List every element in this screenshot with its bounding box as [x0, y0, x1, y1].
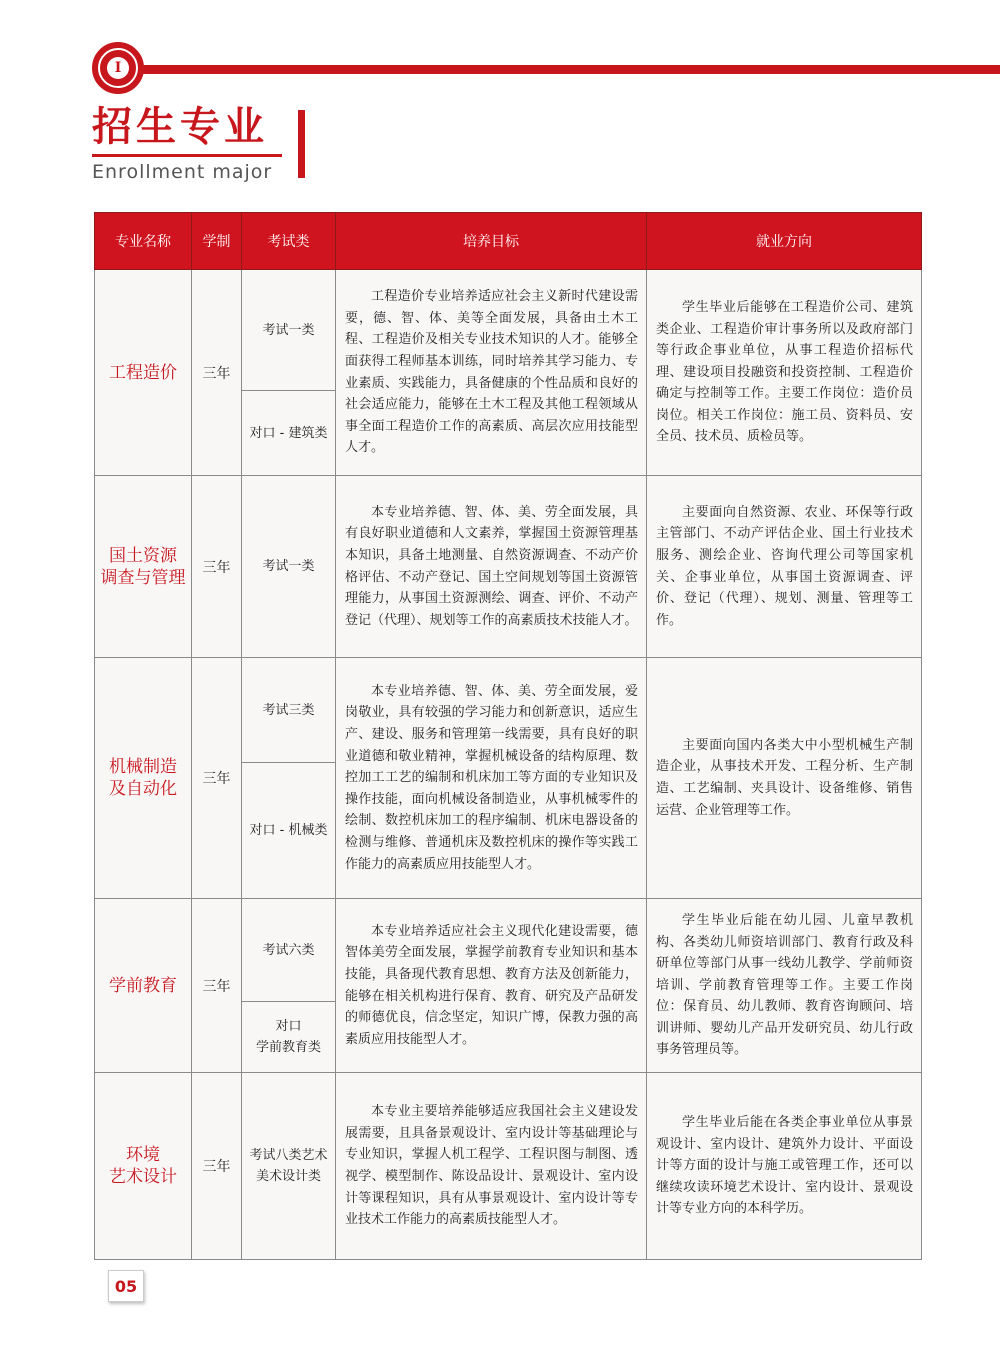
- header-employment: 就业方向: [647, 213, 922, 270]
- header-major-name: 专业名称: [95, 213, 192, 270]
- header-duration: 学制: [192, 213, 242, 270]
- top-decorative-bar: [140, 65, 1000, 74]
- enrollment-table: [94, 212, 922, 1260]
- employment-direction: 学生毕业后能在幼儿园、儿童早教机构、各类幼儿师资培训部门、教育行政及科研单位等部门从事一线幼儿教学、学前师资培训、学前教育管理等工作。主要工作岗位：保育员、幼儿教师、教育咨询顾问、培训讲师、婴幼儿产品开发研究员、幼儿行政事务管理员等。: [647, 899, 922, 1073]
- major-duration: 三年: [192, 658, 242, 899]
- major-duration: 三年: [192, 270, 242, 476]
- major-name: 学前教育: [95, 899, 192, 1073]
- employment-direction: 主要面向国内各类大中小型机械生产制造企业，从事技术开发、工程分析、生产制造、工艺编制、夹具设计、设备维修、销售运营、企业管理等工作。: [647, 658, 922, 899]
- page-subtitle: Enrollment major: [92, 161, 273, 183]
- header-exam-type: 考试类: [242, 213, 336, 270]
- major-name: 机械制造 及自动化: [95, 658, 192, 899]
- employment-direction: 主要面向自然资源、农业、环保等行政主管部门、不动产评估企业、国土行业技术服务、测绘企业、咨询代理公司等国家机关、企事业单位，从事国土资源调查、评价、登记（代理）、规划、测量、管理等工作。: [647, 476, 922, 658]
- table-row: [95, 476, 922, 658]
- major-name: 工程造价: [95, 270, 192, 476]
- employment-direction: 学生毕业后能够在工程造价公司、建筑类企业、工程造价审计事务所以及政府部门等行政企事业单位，从事工程造价招标代理、建设项目投融资和投资控制、工程造价确定与控制等工作。主要工作岗位：造价员岗位。相关工作岗位：施工员、资料员、安全员、技术员、质检员等。: [647, 270, 922, 476]
- major-name: 环境 艺术设计: [95, 1073, 192, 1260]
- table-row: [95, 270, 922, 391]
- table-row: [95, 899, 922, 1002]
- header-training-goal: 培养目标: [336, 213, 647, 270]
- exam-type: 对口 - 建筑类: [242, 391, 336, 476]
- training-goal: 工程造价专业培养适应社会主义新时代建设需要，德、智、体、美等全面发展，具备由土木工程、工程造价及相关专业技术知识的人才。能够全面获得工程师基本训练，同时培养其学习能力、专业素质、实践能力，具备健康的个性品质和良好的社会适应能力，能够在土木工程及其他工程领域从事全面工程造价工作的高素质、高层次应用技能型人才。: [336, 270, 647, 476]
- employment-direction: 学生毕业后能在各类企事业单位从事景观设计、室内设计、建筑外力设计、平面设计等方面的设计与施工或管理工作，还可以继续攻读环境艺术设计、室内设计、景观设计等专业方向的本科学历。: [647, 1073, 922, 1260]
- training-goal: 本专业培养德、智、体、美、劳全面发展，爱岗敬业，具有较强的学习能力和创新意识，适应生产、建设、服务和管理第一线需要，具有良好的职业道德和敬业精神，掌握机械设备的结构原理、数控加工工艺的编制和机床加工等方面的专业知识及操作技能，面向机械设备制造业，从事机械零件的绘制、数控机床加工的程序编制、机床电器设备的检测与维修、普通机床及数控机床的操作等实践工作能力的高素质应用技能型人才。: [336, 658, 647, 899]
- title-vertical-bar: [298, 110, 305, 178]
- page-number: 05: [108, 1270, 144, 1302]
- page-title: 招生专业: [92, 104, 268, 150]
- exam-type: 对口 学前教育类: [242, 1002, 336, 1073]
- exam-type: 考试三类: [242, 658, 336, 763]
- exam-type: 对口 - 机械类: [242, 763, 336, 899]
- major-duration: 三年: [192, 899, 242, 1073]
- training-goal: 本专业培养适应社会主义现代化建设需要，德智体美劳全面发展，掌握学前教育专业知识和基本技能，具备现代教育思想、教育方法及创新能力，能够在相关机构进行保育、教育、研究及产品研发的师德优良，信念坚定，知识广博，保教力强的高素质应用技能型人才。: [336, 899, 647, 1073]
- major-name: 国土资源 调查与管理: [95, 476, 192, 658]
- logo-ring: [98, 48, 138, 88]
- exam-type: 考试八类艺术 美术设计类: [242, 1073, 336, 1260]
- exam-type: 考试一类: [242, 476, 336, 658]
- table-header-row: [95, 213, 922, 270]
- exam-type: 考试六类: [242, 899, 336, 1002]
- major-duration: 三年: [192, 1073, 242, 1260]
- training-goal: 本专业主要培养能够适应我国社会主义建设发展需要，且具备景观设计、室内设计等基础理论与专业知识，掌握人机工程学、工程识图与制图、透视学、模型制作、陈设品设计、景观设计、室内设计等课程知识，具有从事景观设计、室内设计等专业技术工作能力的高素质技能型人才。: [336, 1073, 647, 1260]
- major-duration: 三年: [192, 476, 242, 658]
- title-underline: [92, 154, 282, 157]
- table-row: [95, 658, 922, 763]
- school-logo: [92, 42, 144, 94]
- exam-type: 考试一类: [242, 270, 336, 391]
- logo-glyph: I: [107, 57, 129, 79]
- training-goal: 本专业培养德、智、体、美、劳全面发展，具有良好职业道德和人文素养，掌握国土资源管理基本知识，具备土地测量、自然资源调查、不动产价格评估、不动产登记、国土空间规划等国土资源管理能力，从事国土资源测绘、调查、评价、不动产登记（代理）、规划等工作的高素质技术技能人才。: [336, 476, 647, 658]
- table-row: [95, 1073, 922, 1260]
